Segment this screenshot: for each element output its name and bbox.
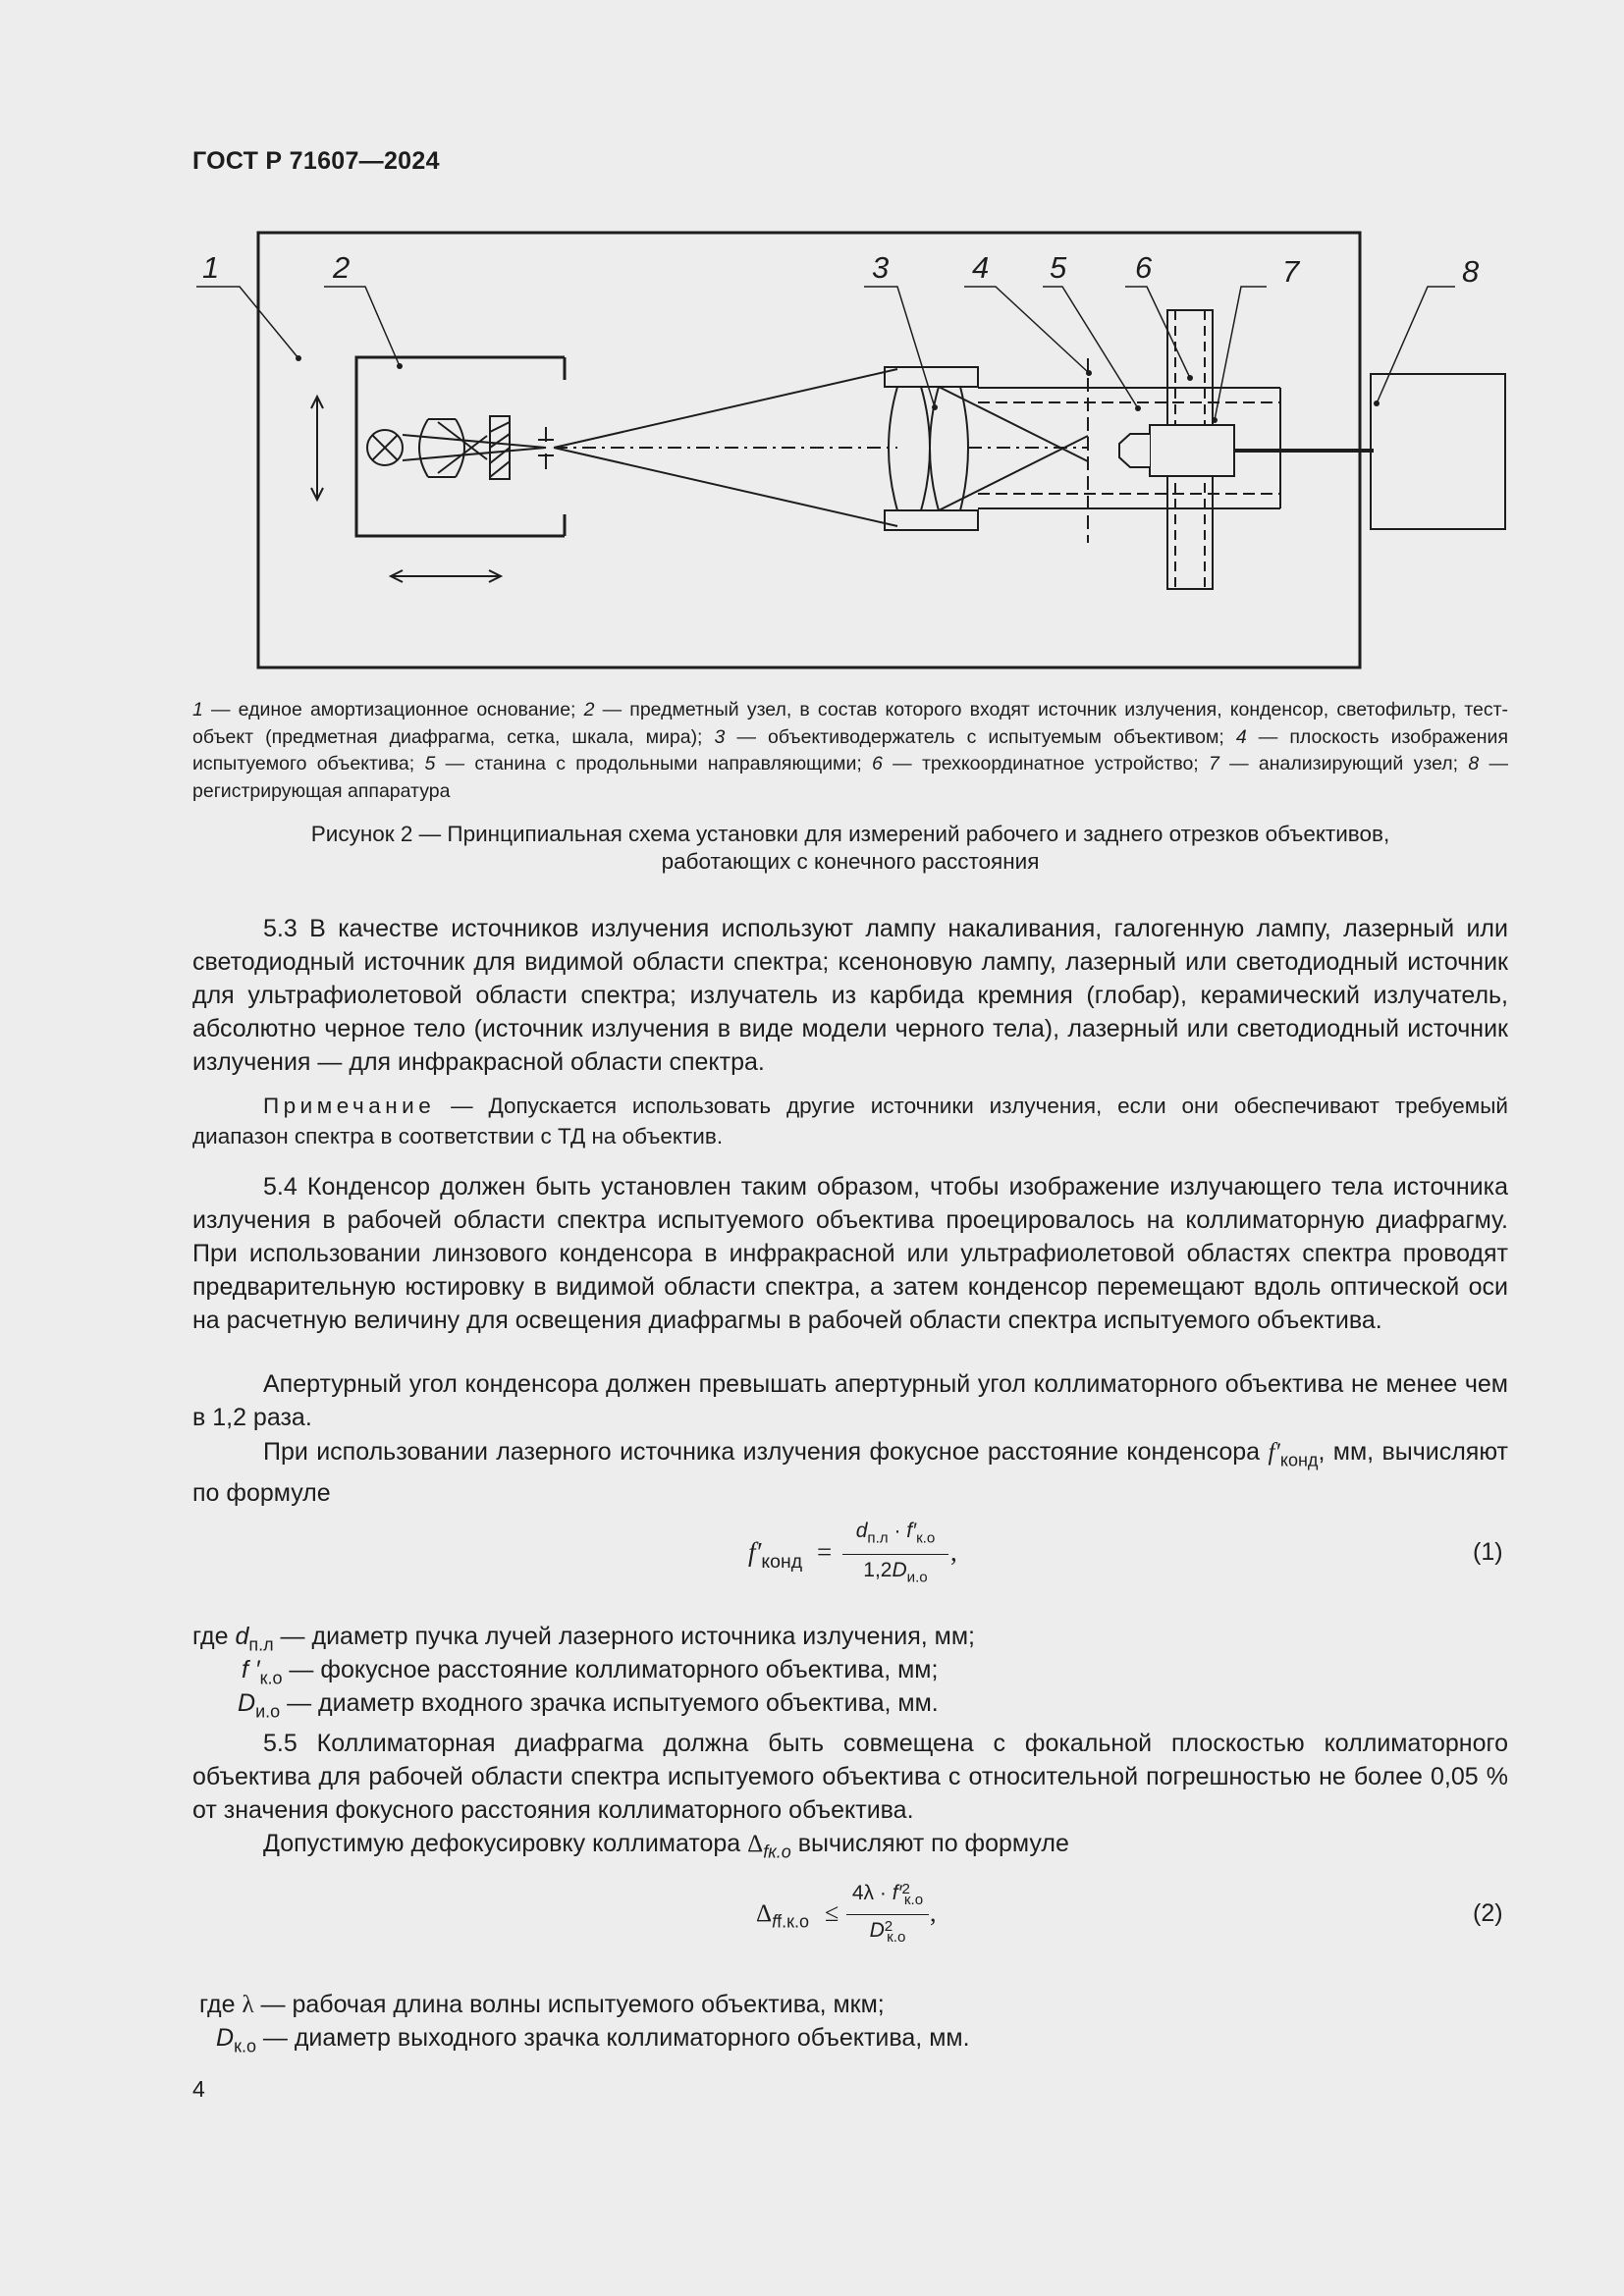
objective-lens-1 bbox=[889, 387, 930, 510]
objective-tip bbox=[1119, 434, 1150, 467]
objective-holder-top bbox=[885, 367, 978, 387]
figure-label-3: 3 bbox=[872, 250, 890, 285]
paragraph-5-3: 5.3 В качестве источников излучения используют лампу накаливания, галогенную лампу, лазерный или светодиодный источник для видимой области спектра; ксеноновую лампу, лазерный или светодиодный источник для ультрафиолетовой области спектра; излучатель из карбида кремния (глобар), керамический излучатель, абсолютно черное тело (источник излучения в виде модели черного тела), лазерный или светодиодный источник излучения — для инфракрасной области спектра. bbox=[192, 915, 1508, 1076]
objective-holder-bottom bbox=[885, 510, 978, 530]
formula-2: $\Delta_{ff.к.о}$ ≤ $4\lambda \cdot f'^2_{к.о}$ $D^2_{к.о}$ , bbox=[756, 1881, 937, 1947]
paragraph-5-5: 5.5 Коллиматорная диафрагма должна быть совмещена с фокальной плоскостью коллиматорного объектива для рабочей области спектра испытуемого объектива с относительной погрешностью не более 0,05 % от значения фокусного расстояния коллиматорного объектива. bbox=[192, 1730, 1508, 1824]
page-number: 4 bbox=[192, 2076, 205, 2102]
document-header: ГОСТ Р 71607—2024 bbox=[192, 147, 440, 175]
formula-1: $f'_{конд}$ = $d_{п.л} \cdot f'_{к.о}$ $1,2D_{и.о}$ , bbox=[748, 1520, 957, 1586]
figure-caption: Рисунок 2 — Принципиальная схема установки для измерений рабочего и заднего отрезков объективов, работающих с конечного расстояния bbox=[310, 822, 1390, 874]
definition-d-ko: $D_{к.о}$ — диаметр выходного зрачка коллиматорного объектива, мм. bbox=[216, 2024, 970, 2056]
figure-legend bbox=[192, 697, 1508, 805]
legend-item-3: 3 — объективодержатель с испытуемым объективом; bbox=[714, 725, 1236, 748]
optical-setup-diagram bbox=[192, 226, 1528, 677]
analyzing-unit bbox=[1150, 425, 1234, 476]
legend-item-5: 5 — станина с продольными направляющими; bbox=[424, 753, 873, 774]
paragraph-5-4: 5.4 Конденсор должен быть установлен таким образом, чтобы изображение излучающего тела источника излучения в рабочей области спектра испытуемого объектива проецировалось на коллиматорную диафрагму. При использовании линзового конденсора в инфракрасной или ультрафиолетовой областях спектра проводят предварительную юстировку в видимой области спектра, а затем конденсор перемещают вдоль оптической оси на расчетную величину для освещения диафрагмы в рабочей области спектра испытуемого объектива. bbox=[192, 1173, 1508, 1334]
figure-label-1: 1 bbox=[202, 250, 220, 285]
legend-item-4: 4 — плоскость изображения испытуемого объектива; bbox=[192, 725, 1508, 774]
recording-equipment bbox=[1371, 374, 1505, 529]
paragraph-5-5-defocus: Допустимую дефокусировку коллиматора $\Delta_{fк.о}$ вычисляют по формуле bbox=[263, 1830, 1069, 1862]
formula-1-number: (1) bbox=[1473, 1538, 1503, 1566]
figure-label-6: 6 bbox=[1135, 250, 1153, 285]
legend-item-7: 7 — анализирующий узел; bbox=[1209, 753, 1469, 774]
legend-item-6: 6 — трехкоординатное устройство; bbox=[872, 753, 1210, 774]
figure-label-7: 7 bbox=[1282, 254, 1300, 289]
definition-d-io: $D_{и.о}$ — диаметр входного зрачка испытуемого объектива, мм. bbox=[238, 1689, 939, 1722]
figure-label-2: 2 bbox=[333, 250, 351, 285]
condenser-lens bbox=[419, 419, 464, 477]
legend-item-8: 8 — регистрирующая аппаратура bbox=[192, 753, 1508, 802]
legend-item-2: 2 — предметный узел, в состав которого входят источник излучения, конденсор, светофильтр, тест-объект (предметная диафрагма, сетка, шкала, мира); bbox=[192, 699, 1509, 748]
definition-lambda: где λ — рабочая длина волны испытуемого объектива, мкм; bbox=[199, 1991, 885, 2018]
figure-label-4: 4 bbox=[972, 250, 990, 285]
paragraph-5-4-laser: При использовании лазерного источника излучения фокусное расстояние конденсора $f'_{конд}$, мм, вычисляют по формуле bbox=[192, 1438, 1508, 1508]
formula-2-number: (2) bbox=[1473, 1899, 1503, 1927]
definition-d-pl: где $d_{п.л}$ — диаметр пучка лучей лазерного источника излучения, мм; bbox=[192, 1623, 975, 1655]
definition-f-ko: f $'_{к.о}$ — фокусное расстояние коллиматорного объектива, мм; bbox=[242, 1656, 939, 1688]
figure-label-5: 5 bbox=[1050, 250, 1067, 285]
paragraph-5-4-aperture: Апертурный угол конденсора должен превышать апертурный угол коллиматорного объектива не менее чем в 1,2 раза. bbox=[192, 1370, 1508, 1431]
note: Примечание — Допускается использовать другие источники излучения, если они обеспечивают требуемый диапазон спектра в соответствии с ТД на объектив. bbox=[192, 1094, 1508, 1148]
figure-label-8: 8 bbox=[1462, 254, 1480, 289]
legend-item-1: 1 — единое амортизационное основание; bbox=[192, 699, 584, 721]
